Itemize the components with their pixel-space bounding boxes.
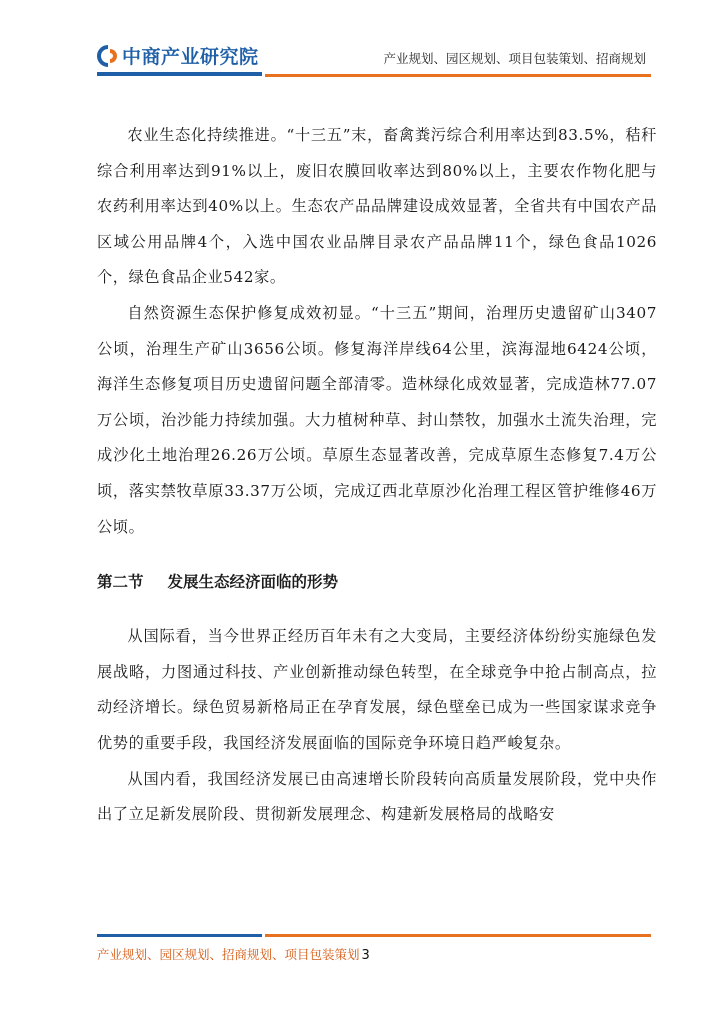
section-heading: [97, 567, 657, 597]
page-number: 3: [361, 948, 370, 963]
header-divider-blue: [97, 72, 262, 76]
body-paragraph: 从国内看，我国经济发展已由高速增长阶段转向高质量发展阶段，党中央作出了立足新发展阶段、贯彻新发展理念、构建新发展格局的战略安: [97, 769, 657, 824]
body-paragraph: 自然资源生态保护修复成效初显。“十三五”期间，治理历史遗留矿山3407公顷，治理生产矿山3656公顷。修复海洋岸线64公里，滨海湿地6424公顷，海洋生态修复项目历史遗留问题全部清零。造林绿化成效显著，完成造林77.07万公顷，治沙能力持续加强。大力植树种草、封山禁牧，加强水土流失治理，完成沙化土地治理26.26万公顷。草原生态显著改善，完成草原生态修复7.4万公顷，落实禁牧草原33.37万公顷，完成辽西北草原沙化治理工程区管护维修46万公顷。: [97, 303, 657, 536]
document-body: [97, 118, 657, 833]
page-header: [0, 0, 724, 90]
logo-text: 中商产业研究院: [122, 46, 259, 68]
footer-divider-orange: [265, 934, 651, 937]
header-divider-orange: [265, 74, 651, 77]
header-tagline: 产业规划、园区规划、项目包装策划、招商规划: [383, 51, 646, 66]
company-logo: [97, 42, 259, 69]
logo-mark-icon: [97, 45, 119, 67]
section-number: 第二节: [97, 573, 144, 592]
page-footer: [97, 945, 370, 963]
section-title: 发展生态经济面临的形势: [167, 573, 339, 592]
footer-tagline: 产业规划、园区规划、招商规划、项目包装策划: [97, 947, 360, 962]
body-paragraph: 从国际看，当今世界正经历百年未有之大变局，主要经济体纷纷实施绿色发展战略，力图通过科技、产业创新推动绿色转型，在全球竞争中抢占制高点，拉动经济增长。绿色贸易新格局正在孕育发展，绿色壁垒已成为一些国家谋求竞争优势的重要手段，我国经济发展面临的国际竞争环境日趋严峻复杂。: [97, 627, 657, 752]
body-paragraph: 农业生态化持续推进。“十三五”末，畜禽粪污综合利用率达到83.5%，秸秆综合利用率达到91%以上，废旧农膜回收率达到80%以上，主要农作物化肥与农药利用率达到40%以上。生态农产品品牌建设成效显著，全省共有中国农产品区域公用品牌4个，入选中国农业品牌目录农产品品牌11个，绿色食品1026个，绿色食品企业542家。: [97, 126, 657, 287]
footer-divider-blue: [97, 934, 262, 937]
